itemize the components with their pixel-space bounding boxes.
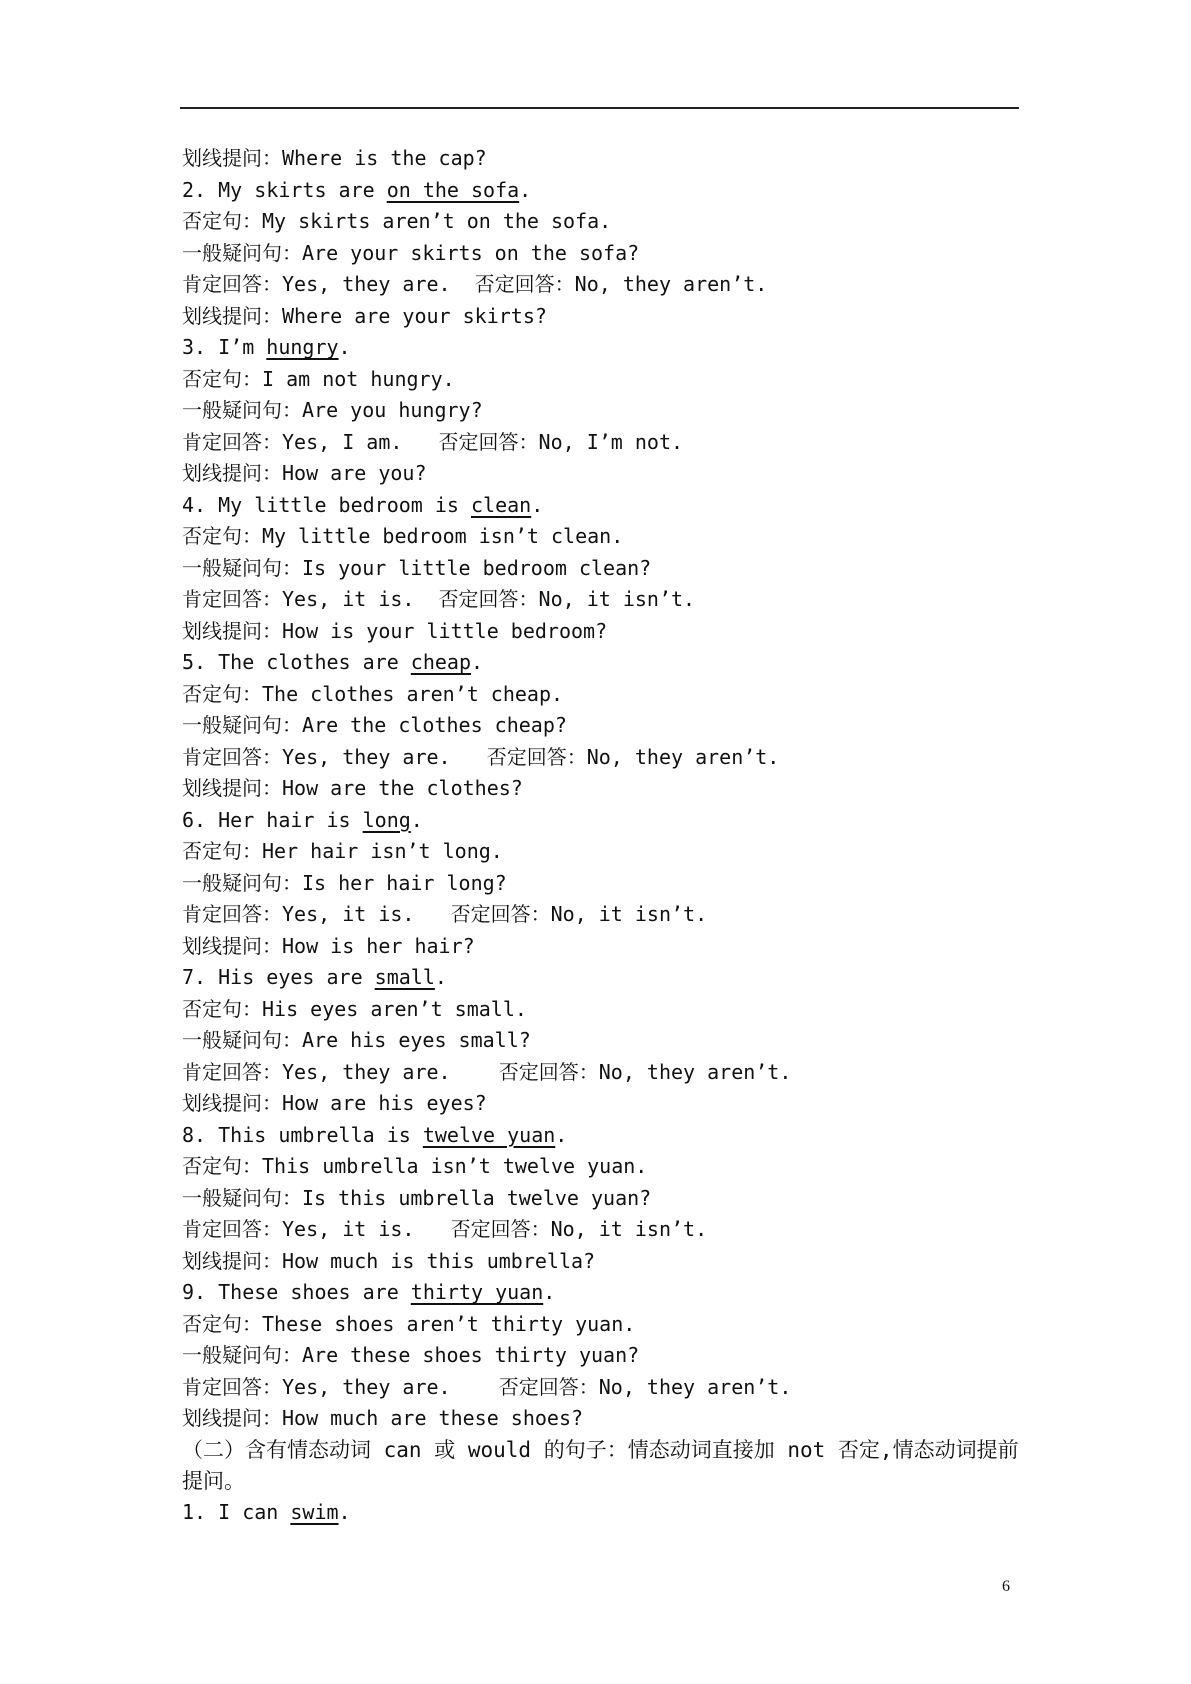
text-line bbox=[182, 1151, 1022, 1183]
text-line bbox=[182, 1372, 1022, 1404]
line-text: 9. These shoes are bbox=[182, 1280, 411, 1304]
underlined-text: swim bbox=[290, 1499, 339, 1524]
text-line bbox=[182, 773, 1022, 805]
text-line bbox=[182, 899, 1022, 931]
text-line bbox=[182, 1214, 1022, 1246]
underlined-text: thirty yuan bbox=[410, 1280, 544, 1304]
text-line bbox=[182, 458, 1022, 490]
line-text: 8. This umbrella is bbox=[182, 1122, 423, 1147]
line-text: 否定句：My little bedroom isn’t clean. bbox=[182, 524, 624, 548]
text-line bbox=[182, 1088, 1022, 1120]
line-text: 一般疑问句：Are you hungry? bbox=[182, 398, 483, 422]
underlined-text: cheap bbox=[410, 650, 471, 674]
text-line bbox=[182, 994, 1022, 1026]
line-text: 一般疑问句：Are these shoes thirty yuan? bbox=[182, 1343, 640, 1367]
text-line bbox=[182, 490, 1022, 522]
line-text: 否定句：The clothes aren’t cheap. bbox=[182, 681, 564, 706]
underlined-text: clean bbox=[470, 492, 532, 517]
line-text: 否定句：This umbrella isn’t twelve yuan. bbox=[182, 1154, 648, 1178]
text-line bbox=[182, 1120, 1022, 1152]
line-text: 一般疑问句：Is her hair long? bbox=[182, 870, 507, 895]
header-rule bbox=[180, 107, 1019, 109]
line-text: 一般疑问句：Are his eyes small? bbox=[182, 1028, 531, 1052]
line-text: 肯定回答：Yes, it is. 否定回答：No, it isn’t. bbox=[182, 587, 696, 611]
text-line bbox=[182, 1025, 1022, 1057]
text-line bbox=[182, 301, 1022, 333]
text-line bbox=[182, 269, 1022, 301]
line-text: 否定句：I am not hungry. bbox=[182, 366, 455, 391]
line-text: 否定句：These shoes aren’t thirty yuan. bbox=[182, 1311, 636, 1336]
page-number: 6 bbox=[1002, 1578, 1010, 1595]
sentence-lines bbox=[182, 143, 1022, 1435]
text-line bbox=[182, 710, 1022, 742]
line-end: . bbox=[531, 492, 544, 517]
line-text: 肯定回答：Yes, they are. 否定回答：No, they aren’t. bbox=[182, 272, 768, 296]
line-text: 肯定回答：Yes, it is. 否定回答：No, it isn’t. bbox=[182, 902, 708, 926]
text-line bbox=[182, 395, 1022, 427]
line-text: 一般疑问句：Is this umbrella twelve yuan? bbox=[182, 1185, 652, 1210]
line-text: 划线提问：How much is this umbrella? bbox=[182, 1248, 596, 1273]
text-line bbox=[182, 175, 1022, 207]
text-line bbox=[182, 931, 1022, 963]
line-text: 肯定回答：Yes, they are. 否定回答：No, they aren’t. bbox=[182, 1059, 792, 1084]
text-line bbox=[182, 553, 1022, 585]
text-line bbox=[182, 1403, 1022, 1435]
line-text: 划线提问：Where is the cap? bbox=[182, 146, 487, 170]
line-text: 划线提问：How are his eyes? bbox=[182, 1091, 487, 1115]
text-line bbox=[182, 647, 1022, 679]
line-end: . bbox=[410, 807, 423, 832]
text-line bbox=[182, 742, 1022, 774]
line-text: 1. I can bbox=[182, 1499, 291, 1524]
text-line bbox=[182, 206, 1022, 238]
section-heading: （二）含有情态动词 can 或 would 的句子：情态动词直接加 not 否定,情态动词提前提问。 bbox=[182, 1437, 1019, 1493]
line-text: 划线提问：How are the clothes? bbox=[182, 776, 523, 800]
text-line bbox=[182, 836, 1022, 868]
underlined-text: hungry bbox=[266, 335, 339, 359]
text-line bbox=[182, 427, 1022, 459]
line-text: 4. My little bedroom is bbox=[182, 492, 471, 517]
line-text: 7. His eyes are bbox=[182, 965, 375, 989]
text-line bbox=[182, 679, 1022, 711]
line-text: 否定句：My skirts aren’t on the sofa. bbox=[182, 209, 612, 233]
text-line bbox=[182, 1340, 1022, 1372]
text-line bbox=[182, 962, 1022, 994]
line-text: 一般疑问句：Are your skirts on the sofa? bbox=[182, 240, 640, 265]
line-end: . bbox=[338, 1499, 351, 1524]
text-line bbox=[182, 364, 1022, 396]
text-line bbox=[182, 584, 1022, 616]
line-text: 肯定回答：Yes, I am. 否定回答：No, I’m not. bbox=[182, 429, 684, 454]
line-text: 5. The clothes are bbox=[182, 650, 411, 674]
text-line bbox=[182, 868, 1022, 900]
text-line bbox=[182, 143, 1022, 175]
line-end: . bbox=[434, 965, 447, 989]
line-text: 6. Her hair is bbox=[182, 807, 363, 832]
line-text: 否定句：Her hair isn’t long. bbox=[182, 839, 503, 863]
document-body bbox=[182, 143, 1022, 1528]
text-line bbox=[182, 238, 1022, 270]
text-line bbox=[182, 1183, 1022, 1215]
line-text: 划线提问：How is her hair? bbox=[182, 933, 475, 958]
line-end: . bbox=[338, 335, 351, 359]
line-end: . bbox=[555, 1122, 568, 1147]
line-text: 划线提问：How much are these shoes? bbox=[182, 1406, 584, 1430]
line-end: . bbox=[543, 1280, 556, 1304]
line-text: 一般疑问句：Are the clothes cheap? bbox=[182, 713, 567, 737]
underlined-text: on the sofa bbox=[386, 177, 520, 202]
line-end: . bbox=[471, 650, 484, 674]
text-line bbox=[182, 1277, 1022, 1309]
text-line bbox=[182, 332, 1022, 364]
line-text: 肯定回答：Yes, it is. 否定回答：No, it isn’t. bbox=[182, 1217, 708, 1241]
text-line bbox=[182, 805, 1022, 837]
line-text: 2. My skirts are bbox=[182, 177, 387, 202]
line-text: 肯定回答：Yes, they are. 否定回答：No, they aren’t. bbox=[182, 1374, 792, 1399]
line-end: . bbox=[519, 177, 532, 202]
line-text: 3. I’m bbox=[182, 335, 267, 359]
underlined-text: small bbox=[374, 965, 435, 989]
last-line bbox=[182, 1497, 1022, 1529]
text-line bbox=[182, 1246, 1022, 1278]
text-line bbox=[182, 1057, 1022, 1089]
text-line bbox=[182, 521, 1022, 553]
text-line bbox=[182, 1309, 1022, 1341]
line-text: 否定句：His eyes aren’t small. bbox=[182, 996, 527, 1021]
line-text: 肯定回答：Yes, they are. 否定回答：No, they aren’t. bbox=[182, 744, 780, 769]
underlined-text: long bbox=[362, 807, 411, 832]
underlined-text: twelve yuan bbox=[422, 1122, 556, 1147]
line-text: 划线提问：Where are your skirts? bbox=[182, 303, 547, 328]
line-text: 划线提问：How are you? bbox=[182, 461, 427, 485]
text-line bbox=[182, 616, 1022, 648]
line-text: 划线提问：How is your little bedroom? bbox=[182, 618, 608, 643]
line-text: 一般疑问句：Is your little bedroom clean? bbox=[182, 555, 652, 580]
